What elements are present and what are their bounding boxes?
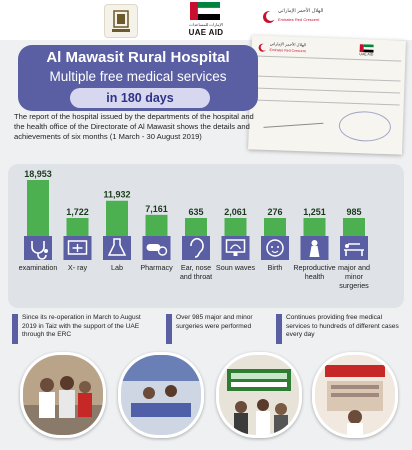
info-text-surgeries: Over 985 major and minor surgeries were performed xyxy=(176,314,253,330)
page-subtitle: Multiple free medical services xyxy=(49,69,227,84)
red-crescent-logo xyxy=(262,6,402,30)
chart-category-label: health xyxy=(304,272,325,281)
chart-category-label: Pharmacy xyxy=(140,263,173,272)
info-text-reoperation: Since its re-operation in March to August 2019 in Taiz with the support of the UAE through the ERC xyxy=(22,314,141,338)
report-document-header xyxy=(255,39,402,61)
info-text-services: Continues providing free medical services to hundreds of different cases every day xyxy=(286,314,399,338)
hospital-photo-4 xyxy=(312,352,398,438)
doc-title-english: Emirates Red Crescent xyxy=(269,47,306,54)
chart-category-label: examination xyxy=(18,263,58,272)
hospital-photo-2 xyxy=(118,352,204,438)
chart-category-label: Reproductive xyxy=(293,263,336,272)
hospital-photo-3 xyxy=(216,352,302,438)
chart-value-label: 1,722 xyxy=(66,207,89,217)
info-marker xyxy=(166,314,172,344)
report-description: The report of the hospital issued by the departments of the hospital and the health office of the Directorate of Al Mawasit shows the details and achievements of six months (1 March - 30 August 2019) xyxy=(14,112,254,141)
chart-value-label: 985 xyxy=(346,207,362,217)
chart-value-label: 7,161 xyxy=(145,203,168,214)
chart-value-label: 18,953 xyxy=(24,169,52,179)
baby-icon xyxy=(277,246,279,248)
uae-aid-logo xyxy=(176,2,236,38)
red-crescent-english: Emirates Red Crescent xyxy=(278,17,320,22)
chart-category-label: Birth xyxy=(267,263,283,272)
hospital-photo-1 xyxy=(20,352,106,438)
services-bar-chart xyxy=(0,160,412,310)
ministry-logo xyxy=(104,4,138,38)
info-marker xyxy=(12,314,18,344)
chart-icon-tile xyxy=(340,236,368,260)
chart-category-label: minor xyxy=(345,272,363,281)
doc-title-arabic: الهلال الأحمر الإماراتي xyxy=(269,40,307,48)
page-title: Al Mawasit Rural Hospital xyxy=(46,49,230,66)
chart-value-label: 276 xyxy=(267,207,283,217)
chart-category-label: and throat xyxy=(179,272,213,281)
period-badge: in 180 days xyxy=(70,88,210,108)
surgery-bed-icon xyxy=(345,244,349,248)
reproductive-icon xyxy=(312,240,318,246)
red-crescent-arabic: الهلال الأحمر الإماراتي xyxy=(278,8,324,14)
chart-bar xyxy=(225,218,247,236)
chart-category-label: major and xyxy=(338,263,370,272)
chart-value-label: 11,932 xyxy=(103,189,131,200)
chart-bar xyxy=(185,218,207,236)
hospital-entrance-photo-icon xyxy=(219,355,299,435)
uae-aid-arabic: الإمارات للمساعدات xyxy=(189,22,223,27)
chart-bar xyxy=(67,218,89,236)
info-strip xyxy=(0,312,412,352)
ultrasound-icon xyxy=(234,252,238,256)
uae-aid-text: UAE AID xyxy=(188,28,224,37)
info-marker xyxy=(276,314,282,344)
red-crescent-icon xyxy=(262,10,276,24)
chart-bar xyxy=(106,201,128,236)
chart-bar xyxy=(343,218,365,236)
doc-crescent-icon xyxy=(257,43,267,53)
baby-icon xyxy=(271,246,273,248)
chart-category-label: Lab xyxy=(111,263,123,272)
chart-bar xyxy=(146,215,168,236)
chart-category-label: Ear, nose xyxy=(180,263,212,272)
doc-signature-icon xyxy=(263,113,324,128)
chart-value-label: 2,061 xyxy=(224,207,247,217)
pharmacy-photo-icon xyxy=(315,355,395,435)
doc-uae-aid: UAE AID xyxy=(359,52,374,57)
chart-category-label: surgeries xyxy=(339,281,369,290)
stethoscope-icon xyxy=(44,249,48,253)
ministry-emblem-icon xyxy=(105,5,137,37)
chart-bar xyxy=(264,218,286,236)
chart-bar xyxy=(304,218,326,236)
ward-photo-icon xyxy=(121,355,201,435)
chart-value-label: 1,251 xyxy=(303,207,326,217)
chart-category-label: Soun waves xyxy=(215,263,256,272)
chart-value-label: 635 xyxy=(188,207,204,217)
doctors-group-photo-icon xyxy=(23,355,103,435)
uae-flag-icon xyxy=(190,2,220,20)
chart-bar xyxy=(27,180,49,236)
doc-stamp-icon xyxy=(338,110,391,142)
report-document-image xyxy=(248,35,406,154)
chart-category-label: X- ray xyxy=(67,263,88,272)
